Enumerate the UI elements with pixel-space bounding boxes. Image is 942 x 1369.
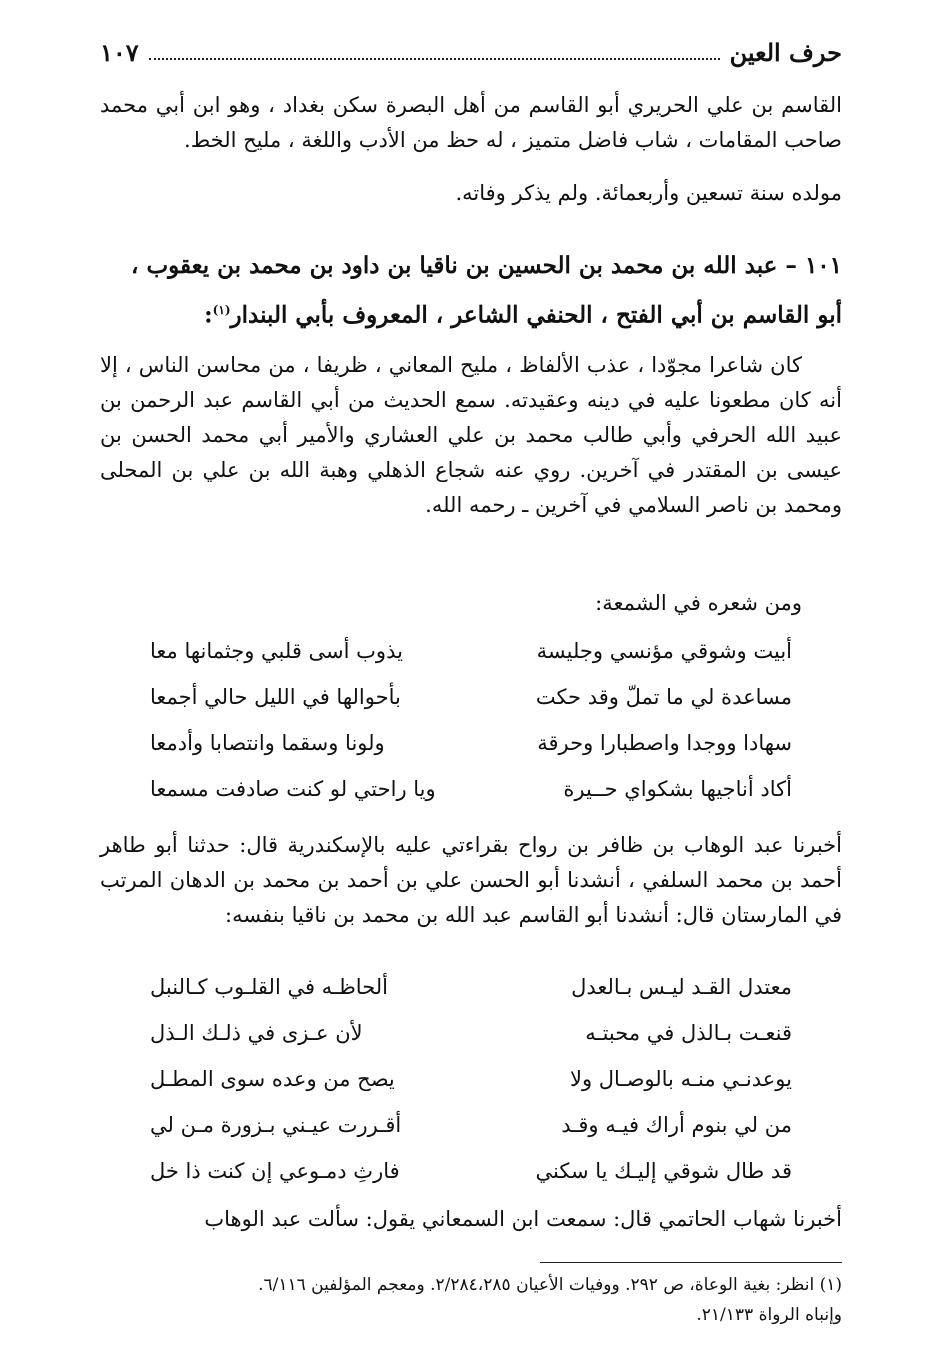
header-dots bbox=[149, 44, 720, 60]
hemistich-first: مساعدة لي ما تملّ وقد حكت bbox=[535, 685, 792, 709]
page-number: ١٠٧ bbox=[100, 37, 139, 67]
poem1-intro bbox=[100, 586, 842, 621]
verse bbox=[150, 720, 792, 766]
poem-candle bbox=[150, 628, 792, 812]
poem-second bbox=[150, 964, 792, 1194]
hemistich-first: يوعدنـي منـه بالوصـال ولا bbox=[569, 1067, 792, 1091]
previous-entry-birth: مولده سنة تسعين وأربعمائة. ولم يذكر وفاته. bbox=[455, 181, 842, 205]
bio-text: كان شاعرا مجوّدا ، عذب الألفاظ ، مليح المعاني ، ظريفا ، من محاسن الناس ، إلا أنه كان مطعونا عليه في دينه وعقيدته. سمع الحديث من أبي القاسم عبد الرحمن بن عبيد الله الحرفي وأبي طالب محمد بن علي العشاري والأمير أبي محمد الحسن بن عيسى بن المقتدر في آخرين. روي عنه شجاع الذهلي وهبة الله بن علي بن المحلى ومحمد بن ناصر السلامي في آخرين ـ رحمه الله. bbox=[100, 353, 842, 517]
verse bbox=[150, 1056, 792, 1102]
footnote-divider bbox=[540, 1262, 842, 1263]
verse bbox=[150, 1148, 792, 1194]
footnote bbox=[100, 1270, 842, 1330]
hemistich-second: ويا راحتي لو كنت صادفت مسمعا bbox=[150, 777, 436, 801]
hemistich-second: لأن عـزى في ذلـك الـذل bbox=[150, 1021, 363, 1045]
hemistich-first: سهادا ووجدا واصطبارا وحرقة bbox=[537, 731, 792, 755]
section-title: حرف العين bbox=[729, 37, 842, 67]
entry-bio bbox=[100, 348, 842, 523]
hemistich-second: ولونا وسقما وانتصابا وأدمعا bbox=[150, 731, 385, 755]
footnote-line-2: وإنباه الرواة ٢١/١٣٣. bbox=[696, 1305, 842, 1325]
entry-name: عبد الله بن محمد بن الحسين بن ناقيا بن داود بن محمد بن يعقوب ، أبو القاسم بن أبي الفتح ، الحنفي الشاعر ، المعروف بأبي البندار bbox=[131, 252, 842, 329]
poem1-intro-text: ومن شعره في الشمعة: bbox=[595, 591, 802, 615]
isnad bbox=[100, 828, 842, 933]
verse bbox=[150, 766, 792, 812]
hemistich-second: بأحوالها في الليل حالي أجمعا bbox=[150, 685, 401, 709]
hemistich-first: أبيت وشوقي مؤنسي وجليسة bbox=[536, 639, 792, 663]
hemistich-first: قد طال شوقي إليـك يا سكني bbox=[535, 1159, 792, 1183]
entry-dash: – bbox=[785, 252, 797, 279]
hemistich-first: من لي بنوم أراك فيـه وقـد bbox=[561, 1113, 792, 1137]
previous-entry bbox=[100, 88, 842, 211]
hemistich-first: معتدل القـد ليـس بـالعدل bbox=[571, 975, 792, 999]
final-line bbox=[100, 1202, 842, 1237]
verse bbox=[150, 674, 792, 720]
hemistich-second: يذوب أسى قلبي وجثمانها معا bbox=[150, 639, 403, 663]
hemistich-second: فارثِ دمـوعي إن كنت ذا خل bbox=[150, 1159, 400, 1183]
footnote-ref: (١) bbox=[212, 303, 231, 317]
footnote-line-1: (١) انظر: بغية الوعاة، ص ٢٩٢. ووفيات الأعيان ٢/٢٨٤،٢٨٥. ومعجم المؤلفين ٦/١١٦. bbox=[258, 1275, 842, 1295]
verse bbox=[150, 964, 792, 1010]
previous-entry-text: القاسم بن علي الحريري أبو القاسم من أهل البصرة سكن بغداد ، وهو ابن أبي محمد صاحب المقامات ، شاب فاضل متميز ، له حظ من الأدب واللغة ، مليح الخط. bbox=[100, 93, 842, 152]
final-line-text: أخبرنا شهاب الحاتمي قال: سمعت ابن السمعاني يقول: سألت عبد الوهاب bbox=[204, 1207, 842, 1231]
entry-number: ١٠١ bbox=[804, 252, 842, 279]
hemistich-first: أكاد أناجيها بشكواي حــيرة bbox=[563, 777, 792, 801]
hemistich-second: يصح من وعده سوى المطـل bbox=[150, 1067, 395, 1091]
hemistich-first: قنعـت بـالذل في محبتـه bbox=[585, 1021, 792, 1045]
hemistich-second: أقـررت عيـني بـزورة مـن لي bbox=[150, 1113, 402, 1137]
hemistich-second: ألحاظـه في القلـوب كـالنبل bbox=[150, 975, 388, 999]
entry-title: ١٠١ – عبد الله بن محمد بن الحسين بن ناقيا بن داود بن محمد بن يعقوب ، أبو القاسم بن أبي الفتح ، الحنفي الشاعر ، المعروف بأبي البندار$^{(١)}$: bbox=[131, 252, 842, 329]
verse bbox=[150, 1102, 792, 1148]
page-header bbox=[100, 32, 842, 72]
verse bbox=[150, 628, 792, 674]
verse bbox=[150, 1010, 792, 1056]
isnad-text: أخبرنا عبد الوهاب بن ظافر بن رواح بقراءتي عليه بالإسكندرية قال: حدثنا أبو طاهر أحمد بن محمد السلفي ، أنشدنا أبو الحسن علي بن أحمد بن محمد بن الدهان المرتب في المارستان قال: أنشدنا أبو القاسم عبد الله بن محمد بن ناقيا بنفسه: bbox=[100, 833, 842, 927]
